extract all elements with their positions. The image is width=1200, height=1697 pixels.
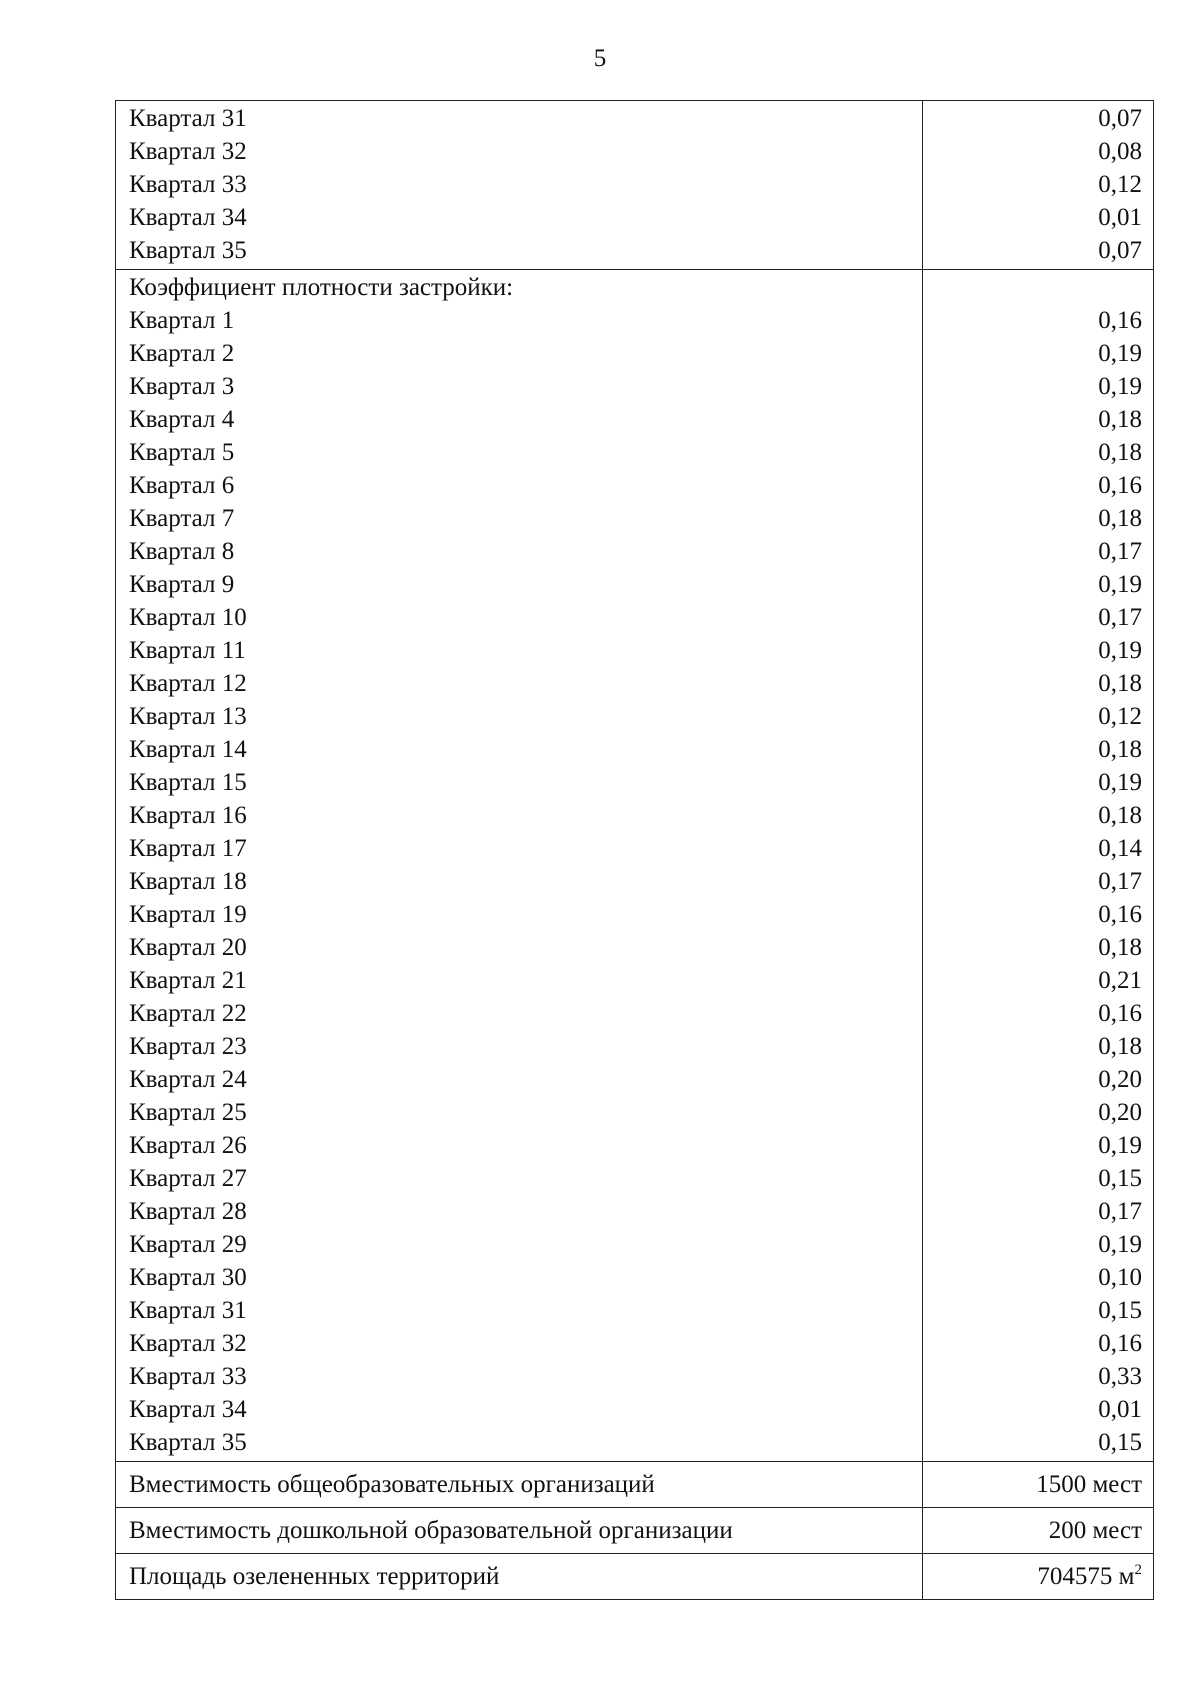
row-value: 0,16: [1098, 307, 1142, 334]
row-label: Квартал 27: [129, 1165, 247, 1192]
row-value: 0,20: [1098, 1066, 1142, 1093]
row-label: Квартал 12: [129, 670, 247, 697]
row-label: Квартал 33: [129, 171, 247, 198]
green-area-label: Площадь озелененных территорий: [116, 1554, 923, 1600]
row-label: Квартал 13: [129, 703, 247, 730]
row-label: Квартал 11: [129, 637, 246, 664]
row-value: 0,33: [1098, 1363, 1142, 1390]
row-value: 0,07: [1098, 105, 1142, 132]
row-value: 0,19: [1098, 373, 1142, 400]
green-area-value: [923, 1554, 1154, 1600]
row-label: Квартал 30: [129, 1264, 247, 1291]
group-a-values: [923, 101, 1154, 270]
row-label: Квартал 31: [129, 1297, 247, 1324]
row-value: 0,18: [1098, 439, 1142, 466]
row-label: Квартал 18: [129, 868, 247, 895]
table-row-group-a: [116, 101, 1154, 270]
table-row-preschool: [116, 1508, 1154, 1554]
row-value: 0,19: [1098, 769, 1142, 796]
row-value: 0,16: [1098, 901, 1142, 928]
indicators-table: [115, 100, 1154, 1600]
row-value: 0,15: [1098, 1429, 1142, 1456]
preschool-label: Вместимость дошкольной образовательной организации: [116, 1508, 923, 1554]
row-value: 0,19: [1098, 637, 1142, 664]
row-value: 0,10: [1098, 1264, 1142, 1291]
row-value: 0,20: [1098, 1099, 1142, 1126]
row-label: Квартал 4: [129, 406, 235, 433]
row-label: Квартал 10: [129, 604, 247, 631]
row-label: Квартал 19: [129, 901, 247, 928]
row-value: 0,01: [1098, 1396, 1142, 1423]
row-label: Квартал 17: [129, 835, 247, 862]
table-row-schools: [116, 1462, 1154, 1508]
row-value: 0,19: [1098, 1132, 1142, 1159]
table-row-group-b: [116, 270, 1154, 1462]
row-label: Квартал 8: [129, 538, 235, 565]
row-label: Квартал 32: [129, 1330, 247, 1357]
row-label: Квартал 26: [129, 1132, 247, 1159]
row-value: 0,17: [1098, 604, 1142, 631]
row-value: 0,17: [1098, 868, 1142, 895]
row-value: 0,17: [1098, 538, 1142, 565]
row-label: Квартал 3: [129, 373, 235, 400]
row-label: Квартал 32: [129, 138, 247, 165]
group-b-values: [923, 270, 1154, 1462]
row-label: Квартал 14: [129, 736, 247, 763]
row-value: 0,19: [1098, 571, 1142, 598]
row-value: 0,12: [1098, 171, 1142, 198]
green-area-unit-power: 2: [1134, 1561, 1142, 1578]
row-value: 0,07: [1098, 237, 1142, 264]
row-value: 0,18: [1098, 1033, 1142, 1060]
row-value: 0,18: [1098, 670, 1142, 697]
row-label: Квартал 28: [129, 1198, 247, 1225]
row-value: 0,15: [1098, 1297, 1142, 1324]
row-value: 0,17: [1098, 1198, 1142, 1225]
row-value: 0,14: [1098, 835, 1142, 862]
schools-label: Вместимость общеобразовательных организаций: [116, 1462, 923, 1508]
row-label: Квартал 35: [129, 237, 247, 264]
row-label: Квартал 35: [129, 1429, 247, 1456]
row-label: Квартал 22: [129, 1000, 247, 1027]
row-label: Квартал 2: [129, 340, 235, 367]
row-label: Квартал 16: [129, 802, 247, 829]
row-value: 0,15: [1098, 1165, 1142, 1192]
group-a-labels: [116, 101, 923, 270]
row-label: Квартал 20: [129, 934, 247, 961]
row-value: 0,18: [1098, 934, 1142, 961]
page-number: 5: [593, 45, 607, 72]
row-value: 0,16: [1098, 1000, 1142, 1027]
row-label: Квартал 1: [129, 307, 235, 334]
row-label: Квартал 5: [129, 439, 235, 466]
row-value: 0,08: [1098, 138, 1142, 165]
row-label: Квартал 24: [129, 1066, 247, 1093]
row-label: Квартал 25: [129, 1099, 247, 1126]
row-value: 0,01: [1098, 204, 1142, 231]
row-value: 0,21: [1098, 967, 1142, 994]
row-value: 0,16: [1098, 1330, 1142, 1357]
row-value: 0,16: [1098, 472, 1142, 499]
row-label: Квартал 34: [129, 1396, 247, 1423]
row-label: Квартал 15: [129, 769, 247, 796]
row-value: 0,12: [1098, 703, 1142, 730]
row-value: 0,18: [1098, 736, 1142, 763]
row-label: Квартал 29: [129, 1231, 247, 1258]
group-b-labels: [116, 270, 923, 1462]
table-row-green-area: [116, 1554, 1154, 1600]
group-b-title: Коэффициент плотности застройки:: [129, 274, 514, 301]
row-label: Квартал 9: [129, 571, 235, 598]
row-value: 0,18: [1098, 505, 1142, 532]
group-b-title-spacer: [923, 271, 1153, 304]
row-value: 0,18: [1098, 406, 1142, 433]
row-label: Квартал 33: [129, 1363, 247, 1390]
row-value: 0,18: [1098, 802, 1142, 829]
row-label: Квартал 7: [129, 505, 235, 532]
row-label: Квартал 6: [129, 472, 235, 499]
row-value: 0,19: [1098, 1231, 1142, 1258]
schools-value: 1500 мест: [923, 1462, 1154, 1508]
row-value: 0,19: [1098, 340, 1142, 367]
row-label: Квартал 34: [129, 204, 247, 231]
row-label: Квартал 21: [129, 967, 247, 994]
row-label: Квартал 23: [129, 1033, 247, 1060]
preschool-value: 200 мест: [923, 1508, 1154, 1554]
green-area-amount: 704575 м: [1037, 1562, 1135, 1590]
row-label: Квартал 31: [129, 105, 247, 132]
